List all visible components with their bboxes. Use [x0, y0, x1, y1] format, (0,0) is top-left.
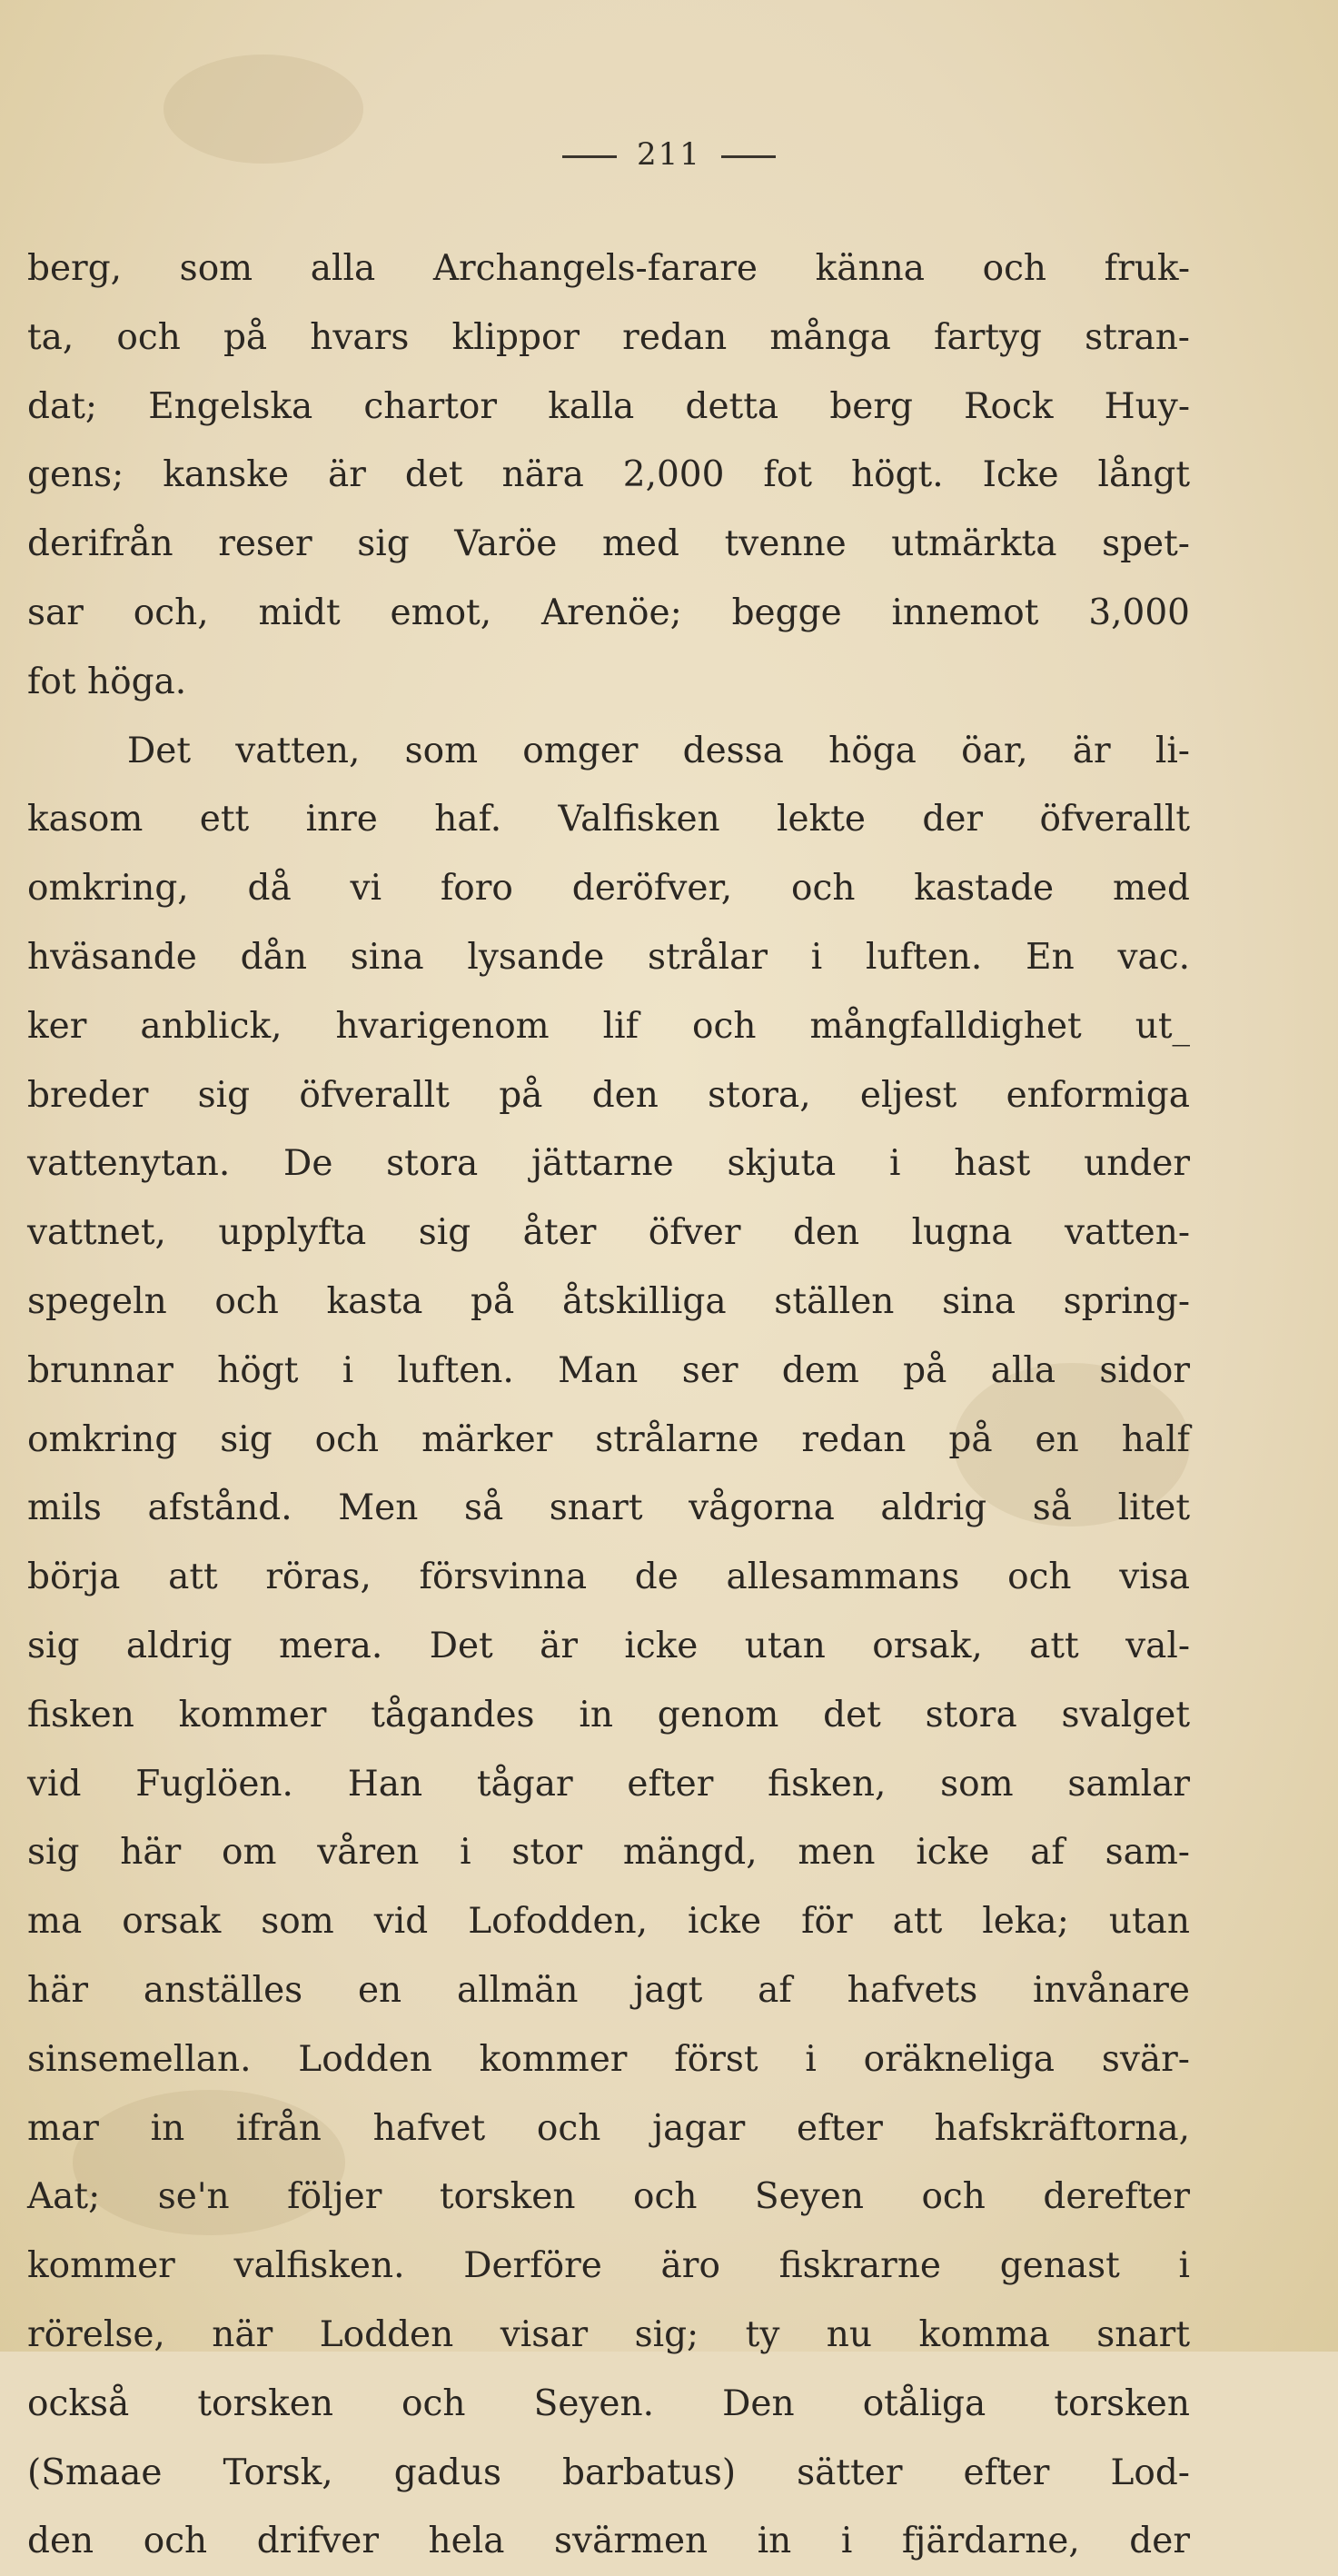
text-line: dat; Engelska chartor kalla detta berg Rock Huy-: [27, 385, 1190, 427]
text-line: kommer valfisken. Derföre äro fiskrarne genast i: [27, 2245, 1190, 2287]
text-line: ta, och på hvars klippor redan många fartyg stran-: [27, 316, 1190, 358]
text-line: brunnar högt i luften. Man ser dem på alla sidor: [27, 1349, 1190, 1391]
text-line: gens; kanske är det nära 2,000 fot högt. Icke långt: [27, 454, 1190, 496]
text-line: Det vatten, som omger dessa höga öar, är li-: [127, 730, 1190, 771]
text-line: här anställes en allmän jagt af hafvets invånare: [27, 1969, 1190, 2011]
text-line: kasom ett inre haf. Valfisken lekte der öfverallt: [27, 799, 1190, 840]
text-line: derifrån reser sig Varöe med tvenne utmärkta spet-: [27, 523, 1190, 565]
page-number-dash-right: [721, 155, 776, 158]
page-number-dash-left: [562, 155, 617, 158]
page-number: [0, 136, 1338, 173]
text-line: vattenytan. De stora jättarne skjuta i hast under: [27, 1143, 1190, 1185]
page-number-value: 211: [637, 136, 701, 173]
text-line: sig aldrig mera. Det är icke utan orsak, att val-: [27, 1625, 1190, 1666]
text-line: ker anblick, hvarigenom lif och mångfalldighet ut_: [27, 1005, 1190, 1047]
text-line: breder sig öfverallt på den stora, eljest enformiga: [27, 1074, 1190, 1116]
text-line: fot höga.: [27, 661, 187, 702]
text-line: sar och, midt emot, Arenöe; begge innemot 3,000: [27, 592, 1190, 633]
text-line: rörelse, när Lodden visar sig; ty nu komma snart: [27, 2313, 1190, 2355]
text-line: börja att röras, försvinna de allesammans och visa: [27, 1557, 1190, 1598]
text-line: vid Fuglöen. Han tågar efter fisken, som samlar: [27, 1763, 1190, 1805]
text-line: fisken kommer tågandes in genom det stora svalget: [27, 1694, 1190, 1736]
text-line: omkring sig och märker strålarne redan på en half: [27, 1418, 1190, 1460]
body-text: [27, 234, 1190, 2576]
text-line: mils afstånd. Men så snart vågorna aldrig så litet: [27, 1487, 1190, 1529]
text-line: spegeln och kasta på åtskilliga ställen sina spring-: [27, 1280, 1190, 1322]
text-line: Aat; se'n följer torsken och Seyen och derefter: [27, 2176, 1190, 2218]
text-line: sig här om våren i stor mängd, men icke af sam-: [27, 1832, 1190, 1874]
text-line: berg, som alla Archangels-farare känna och fruk-: [27, 248, 1190, 289]
text-line: vattnet, upplyfta sig åter öfver den lugna vatten-: [27, 1212, 1190, 1254]
text-line: också torsken och Seyen. Den otåliga torsken: [27, 2382, 1190, 2424]
text-line: hväsande dån sina lysande strålar i luften. En vac.: [27, 936, 1190, 978]
text-line: omkring, då vi foro deröfver, och kastade med: [27, 868, 1190, 910]
text-line: mar in ifrån hafvet och jagar efter hafskräftorna,: [27, 2107, 1190, 2149]
text-line: (Smaae Torsk, gadus barbatus) sätter efter Lod-: [27, 2452, 1190, 2493]
text-line: sinsemellan. Lodden kommer först i oräkneliga svär-: [27, 2038, 1190, 2080]
text-line: ma orsak som vid Lofodden, icke för att leka; utan: [27, 1901, 1190, 1943]
text-line: den och drifver hela svärmen in i fjärdarne, der: [27, 2521, 1190, 2562]
